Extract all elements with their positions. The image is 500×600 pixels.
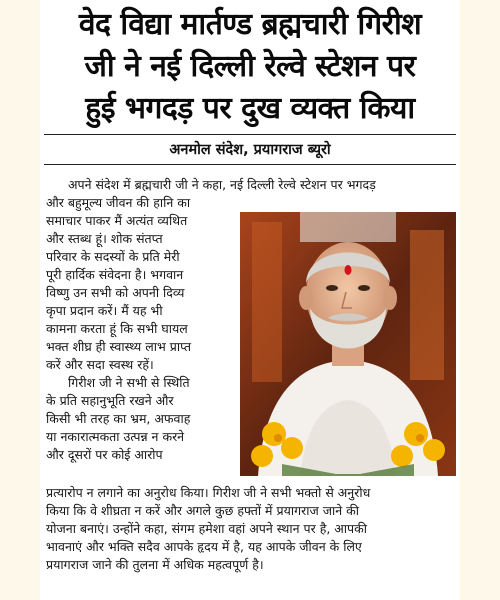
text-line: प्रत्यारोप न लगाने का अनुरोध किया। गिरीश जी ने सभी भक्तो से अनुरोध <box>46 485 371 500</box>
article-column-paragraph-1 <box>46 194 240 374</box>
text-line: और स्तब्ध हूं। शोक संतप्त <box>46 231 163 246</box>
headline-line-2: जी ने नई दिल्ली रेल्वे स्टेशन पर <box>84 49 416 84</box>
text-line: किसी भी तरह का भ्रम, अफवाह <box>46 411 191 426</box>
text-line: कामना करता हूं कि सभी घायल <box>46 321 188 336</box>
byline: अनमोल संदेश, प्रयागराज ब्यूरो <box>169 142 331 158</box>
text-line: विष्णु उन सभी को अपनी दिव्य <box>46 285 185 300</box>
top-divider <box>44 134 456 135</box>
text-line: के प्रति सहानुभूति रखने और <box>46 393 174 408</box>
text-line: भक्त शीघ्र ही स्वास्थ्य लाभ प्राप्त <box>46 339 192 354</box>
text-line: किया कि वे शीघ्रता न करें और अगले कुछ हफ्तों में प्रयागराज जाने की <box>46 503 359 518</box>
text-line: प्रयागराज जाने की तुलना में अधिक महत्वपूर्ण है। <box>46 557 264 572</box>
text-line: या नकारात्मकता उत्पन्न न करने <box>46 429 185 444</box>
intro-line: अपने संदेश में ब्रह्मचारी जी ने कहा, नई दिल्ली रेल्वे स्टेशन पर भगदड़ <box>68 177 376 192</box>
byline-divider <box>44 164 456 165</box>
article-intro <box>46 176 456 194</box>
headline-line-3: हुई भगदड़ पर दुख व्यक्त किया <box>85 91 415 126</box>
text-line: कृपा प्रदान करें। मैं यह भी <box>46 303 163 318</box>
text-line: और बहुमूल्य जीवन की हानि का <box>46 195 191 210</box>
text-line: और दूसरों पर कोई आरोप <box>46 447 163 462</box>
text-line: पूरी हार्दिक संवेदना है। भगवान <box>46 267 184 282</box>
headline <box>44 4 456 130</box>
text-line: भावनाएं और भक्ति सदैव आपके हृदय में है, यह आपके जीवन के लिए <box>46 539 362 554</box>
headline-line-1: वेद विद्या मार्तण्ड ब्रह्मचारी गिरीश <box>78 7 422 42</box>
text-line: करें और सदा स्वस्थ रहें। <box>46 357 154 372</box>
text-line: योजना बनाएं। उन्होंने कहा, संगम हमेशा वहां अपने स्थान पर है, आपकी <box>46 521 367 536</box>
portrait-photo <box>240 212 456 476</box>
text-line: परिवार के सदस्यों के प्रति मेरी <box>46 249 180 264</box>
text-line: गिरीश जी ने सभी से स्थिति <box>68 375 190 390</box>
article-column-paragraph-2 <box>46 374 240 464</box>
text-line: समाचार पाकर मैं अत्यंत व्यथित <box>46 213 188 228</box>
article-tail <box>46 484 456 574</box>
